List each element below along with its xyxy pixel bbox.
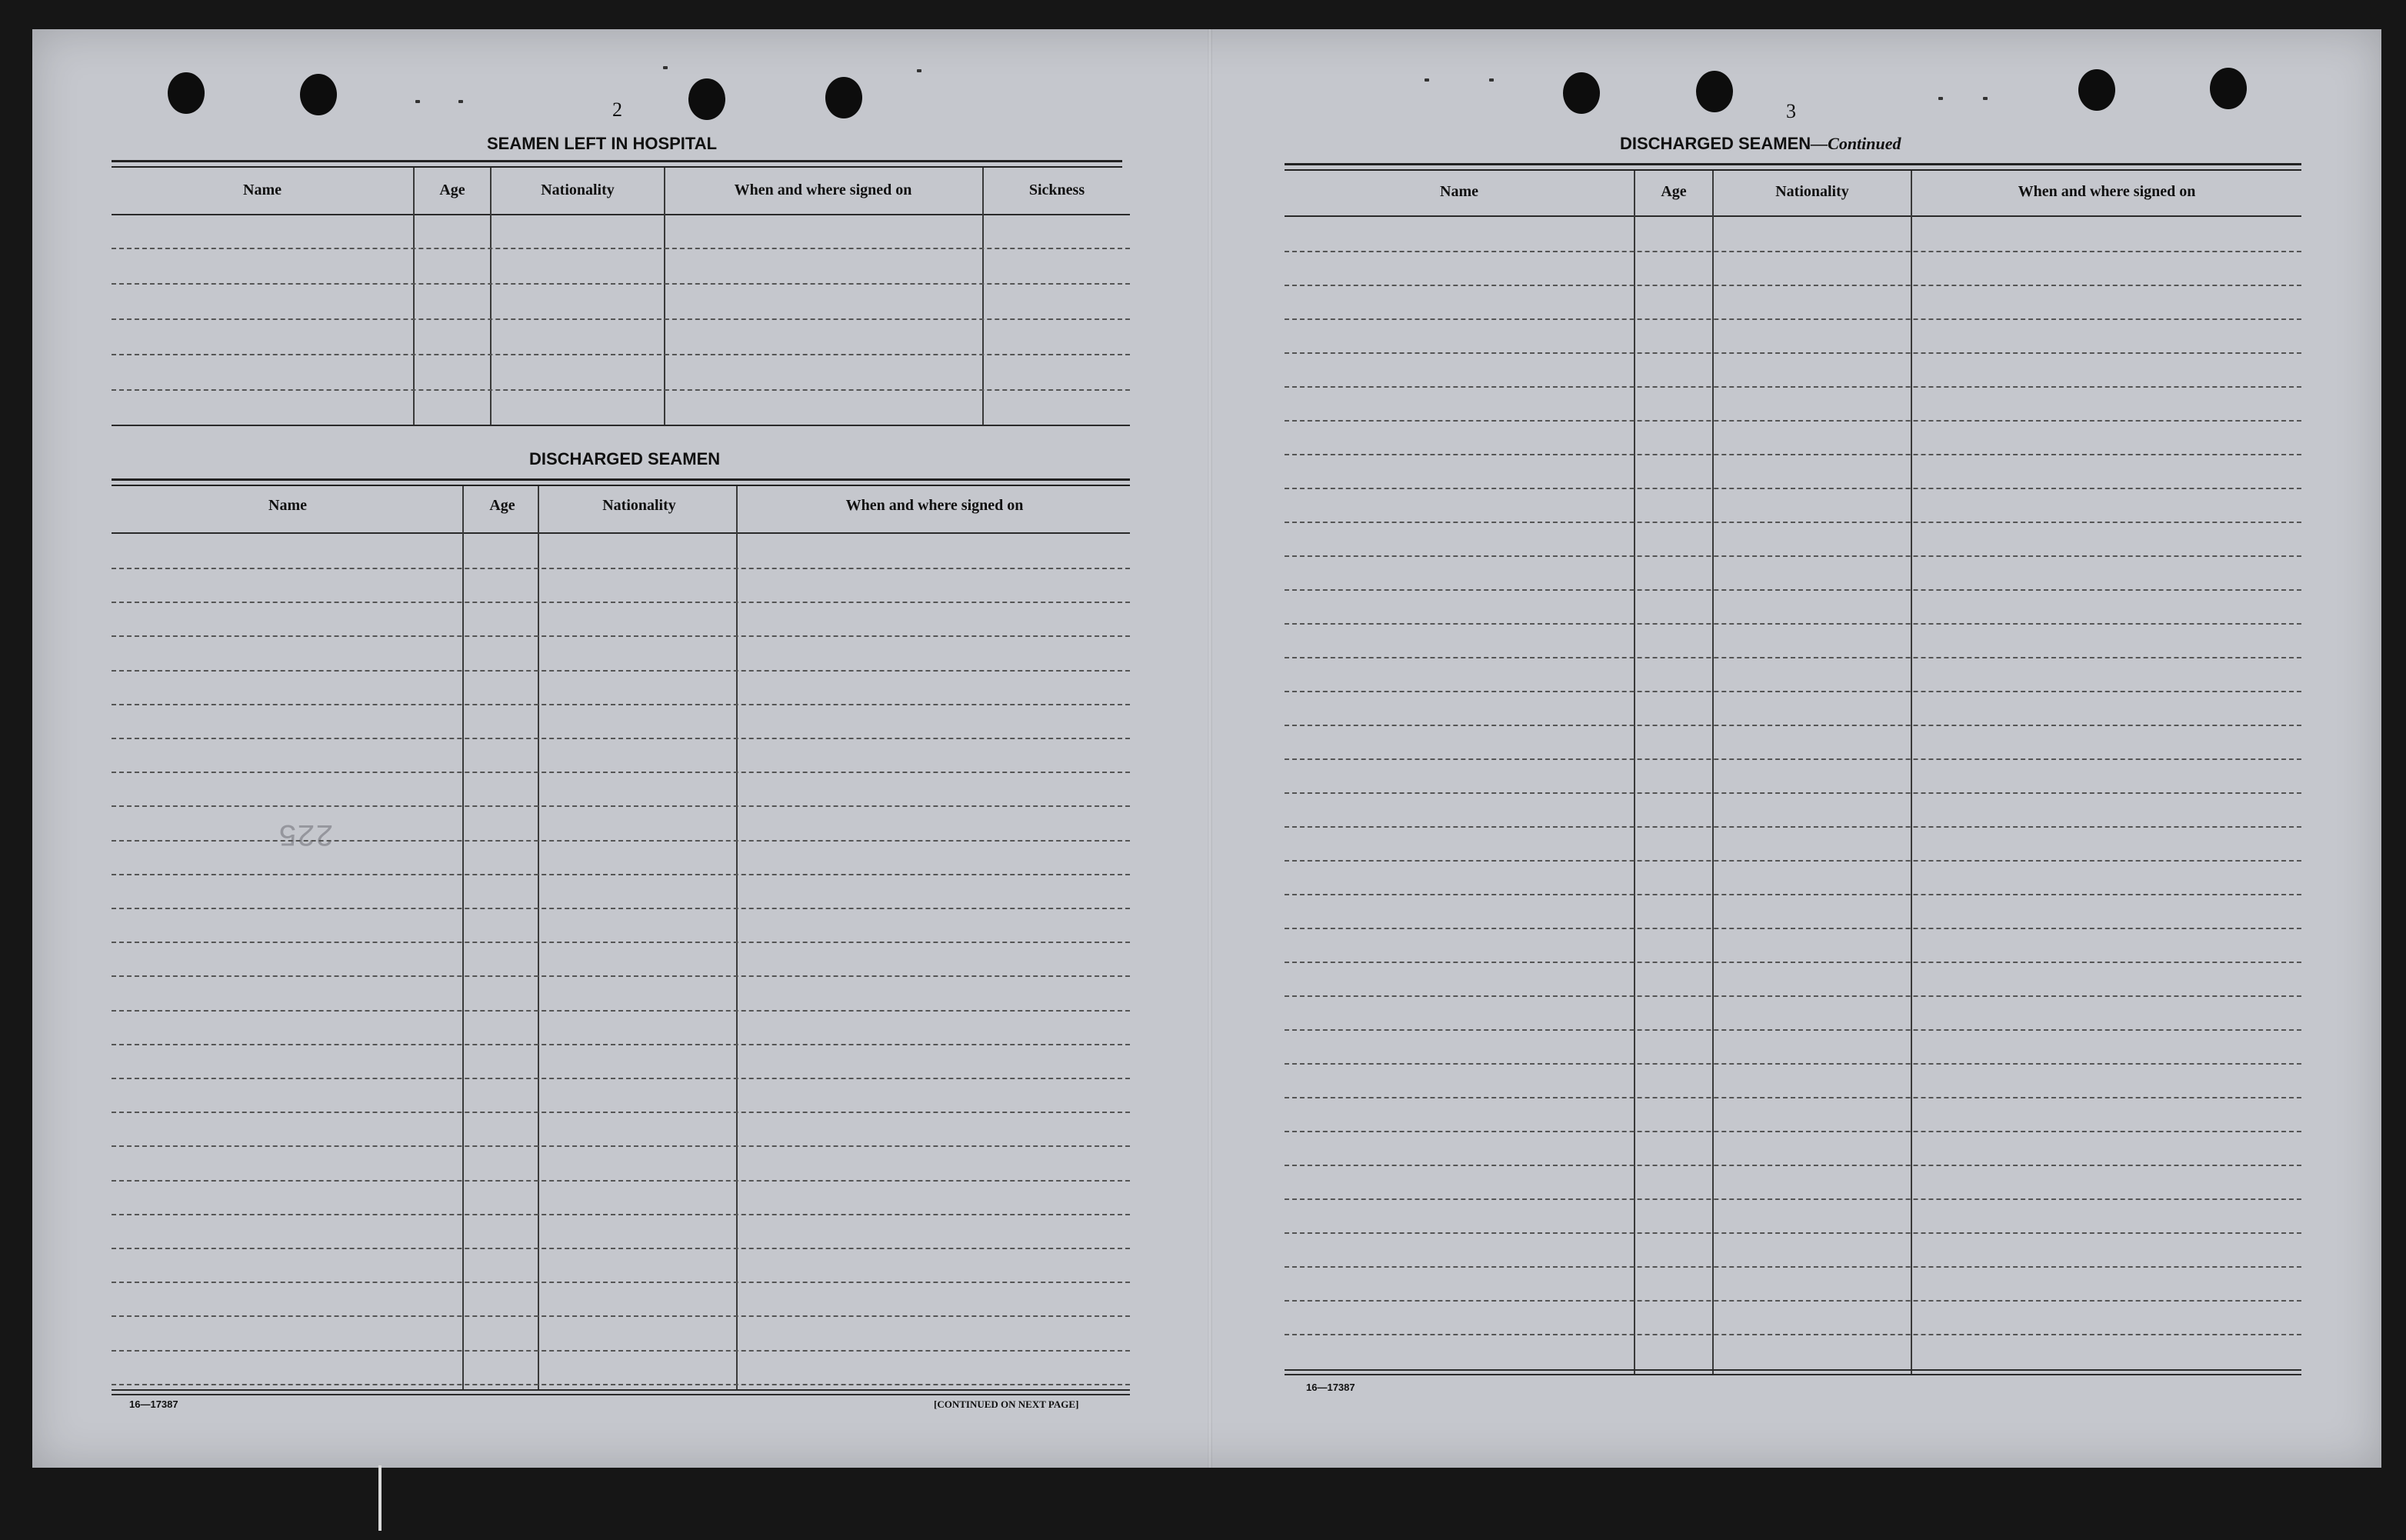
entry-line <box>1285 826 2301 828</box>
page-number: 3 <box>1786 100 1796 122</box>
entry-line <box>112 975 1130 977</box>
entry-line <box>112 354 1130 355</box>
speck <box>1489 78 1494 82</box>
section-title-discharged: DISCHARGED SEAMEN <box>529 449 721 468</box>
rule <box>112 166 1122 168</box>
section-title-text: DISCHARGED SEAMEN <box>1620 134 1811 153</box>
table-bottom-rule <box>112 425 1130 426</box>
entry-line <box>1285 962 2301 963</box>
punch-hole <box>1696 71 1733 112</box>
column-header-sickness: Sickness <box>1028 182 1085 198</box>
entry-line <box>1285 386 2301 388</box>
column-divider <box>1634 171 1635 1375</box>
entry-line <box>112 635 1130 637</box>
entry-line <box>112 1180 1130 1182</box>
entry-line <box>1285 318 2301 320</box>
column-divider <box>982 168 984 426</box>
entry-line <box>112 1112 1130 1113</box>
entry-line <box>112 602 1130 603</box>
entry-line <box>1285 251 2301 252</box>
page-number: 2 <box>612 98 622 121</box>
punch-hole <box>168 72 205 114</box>
entry-line <box>1285 454 2301 455</box>
column-divider <box>413 168 415 426</box>
entry-line <box>1285 894 2301 895</box>
table-bottom-rule <box>112 1394 1130 1395</box>
entry-line <box>112 1145 1130 1147</box>
column-header-name: Name <box>243 182 282 198</box>
entry-line <box>1285 1029 2301 1031</box>
punch-hole <box>2210 68 2247 109</box>
entry-line <box>112 1315 1130 1317</box>
speck <box>1938 97 1943 100</box>
column-header-signed-on: When and where signed on <box>734 182 912 198</box>
paper-tear <box>378 1465 382 1531</box>
entry-line <box>112 1010 1130 1012</box>
entry-line <box>112 1044 1130 1045</box>
entry-line <box>112 704 1130 705</box>
rule <box>1285 163 2301 165</box>
punch-hole <box>825 77 862 118</box>
punch-hole <box>1563 72 1600 114</box>
speck <box>415 100 420 103</box>
speck <box>458 100 463 103</box>
speck <box>1983 97 1988 100</box>
column-divider <box>490 168 492 426</box>
entry-line <box>1285 725 2301 726</box>
rule <box>112 478 1130 481</box>
column-header-nationality: Nationality <box>541 182 615 198</box>
entry-line <box>1285 589 2301 591</box>
entry-line <box>112 805 1130 807</box>
entry-line <box>1285 995 2301 997</box>
entry-line <box>1285 758 2301 760</box>
entry-line <box>112 283 1130 285</box>
entry-line <box>112 942 1130 943</box>
column-divider <box>538 486 539 1391</box>
entry-line <box>1285 1334 2301 1335</box>
section-title-suffix: —Continued <box>1811 134 1901 153</box>
entry-line <box>112 1078 1130 1079</box>
entry-line <box>1285 1198 2301 1200</box>
column-header-age: Age <box>439 182 465 198</box>
column-divider <box>462 486 464 1391</box>
entry-line <box>1285 1232 2301 1234</box>
header-rule <box>112 532 1130 534</box>
rule <box>112 160 1122 162</box>
section-title-discharged-continued <box>1620 134 1901 154</box>
entry-line <box>1285 1165 2301 1166</box>
table-bottom-rule <box>1285 1369 2301 1371</box>
entry-line <box>112 1282 1130 1283</box>
entry-line <box>112 840 1130 842</box>
entry-line <box>1285 488 2301 489</box>
table-bottom-rule <box>112 1389 1130 1391</box>
entry-line <box>1285 420 2301 422</box>
entry-line <box>112 389 1130 391</box>
speck <box>663 66 668 69</box>
punch-hole <box>2078 69 2115 111</box>
entry-line <box>1285 1063 2301 1065</box>
punch-hole <box>300 74 337 115</box>
column-header-nationality: Nationality <box>1775 183 1849 200</box>
document-sheet <box>32 29 2381 1468</box>
entry-line <box>112 1384 1130 1385</box>
speck <box>917 69 921 72</box>
entry-line <box>1285 522 2301 523</box>
entry-line <box>112 738 1130 739</box>
entry-line <box>112 772 1130 773</box>
column-header-name: Name <box>1440 183 1478 200</box>
rule <box>1285 169 2301 171</box>
entry-line <box>1285 657 2301 658</box>
entry-line <box>1285 623 2301 625</box>
entry-line <box>112 1350 1130 1352</box>
entry-line <box>112 248 1130 249</box>
rule <box>112 485 1130 486</box>
entry-line <box>1285 285 2301 286</box>
column-header-age: Age <box>489 497 515 514</box>
entry-line <box>1285 928 2301 929</box>
continued-note: [CONTINUED ON NEXT PAGE] <box>934 1398 1079 1410</box>
form-code: 16—17387 <box>1306 1382 1355 1393</box>
entry-line <box>1285 792 2301 794</box>
column-header-signed-on: When and where signed on <box>845 497 1024 514</box>
entry-line <box>1285 691 2301 692</box>
column-divider <box>1712 171 1714 1375</box>
entry-line <box>112 908 1130 909</box>
entry-line <box>112 670 1130 672</box>
section-title-hospital: SEAMEN LEFT IN HOSPITAL <box>487 134 718 153</box>
column-divider <box>664 168 665 426</box>
entry-line <box>112 318 1130 320</box>
entry-line <box>1285 1097 2301 1098</box>
column-header-signed-on: When and where signed on <box>2018 183 2196 200</box>
header-rule <box>112 214 1130 215</box>
entry-line <box>1285 555 2301 557</box>
entry-line <box>1285 1266 2301 1268</box>
entry-line <box>112 874 1130 875</box>
entry-line <box>112 1214 1130 1215</box>
column-header-name: Name <box>268 497 307 514</box>
column-divider <box>1911 171 1912 1375</box>
bleed-through-stamp: 225 <box>278 815 335 850</box>
speck <box>1425 78 1429 82</box>
header-rule <box>1285 215 2301 217</box>
form-code: 16—17387 <box>129 1398 178 1410</box>
entry-line <box>112 1248 1130 1249</box>
punch-hole <box>688 78 725 120</box>
column-header-nationality: Nationality <box>602 497 676 514</box>
page-fold <box>1208 29 1212 1468</box>
table-bottom-rule <box>1285 1374 2301 1375</box>
column-header-age: Age <box>1661 183 1687 200</box>
column-divider <box>736 486 738 1391</box>
entry-line <box>1285 1131 2301 1132</box>
entry-line <box>112 568 1130 569</box>
entry-line <box>1285 1300 2301 1302</box>
entry-line <box>1285 860 2301 862</box>
entry-line <box>1285 352 2301 354</box>
